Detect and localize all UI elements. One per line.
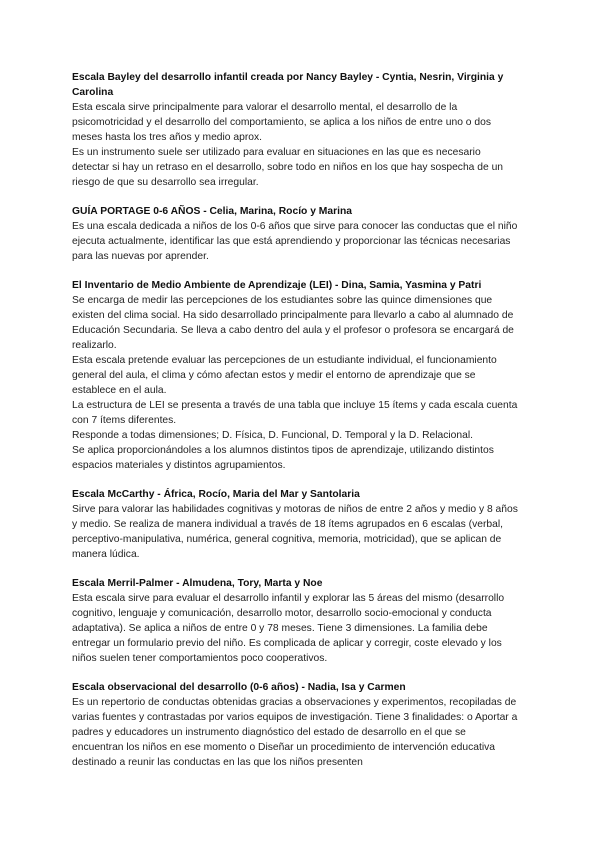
- section-paragraph: Se aplica proporcionándoles a los alumnos distintos tipos de aprendizaje, utilizando distintos espacios materiales y distintos agrupamientos.: [72, 445, 494, 471]
- section-title: Escala McCarthy - África, Rocío, Maria del Mar y Santolaria: [72, 489, 360, 500]
- section-paragraph: Esta escala sirve principalmente para valorar el desarrollo mental, el desarrollo de la psicomotricidad y el desarrollo del comportamiento, se aplica a los niños de entre uno o dos meses hasta los tres años y medio aprox.: [72, 102, 491, 143]
- section-paragraph: Es una escala dedicada a niños de los 0-6 años que sirve para conocer las conductas que el niño ejecuta actualmente, identificar las que está aprendiendo y proporcionar las técnicas necesarias para las nuevas por aprender.: [72, 221, 518, 262]
- section-portage: [72, 204, 520, 264]
- section-mccarthy: [72, 487, 520, 562]
- section-title: Escala Merril-Palmer - Almudena, Tory, Marta y Noe: [72, 578, 323, 589]
- section-paragraph: Sirve para valorar las habilidades cognitivas y motoras de niños de entre 2 años y medio y 8 años y medio. Se realiza de manera individual a través de 18 ítems agrupados en 6 escalas (verbal, perceptivo-manipulativa, numérica, general cognitiva, memoria, motricidad), que se aplican de manera lúdica.: [72, 504, 518, 560]
- section-paragraph: Responde a todas dimensiones; D. Física, D. Funcional, D. Temporal y la D. Relacional.: [72, 430, 474, 441]
- section-paragraph: Esta escala sirve para evaluar el desarrollo infantil y explorar las 5 áreas del mismo (desarrollo cognitivo, lenguaje y comunicación, desarrollo motor, desarrollo socio-emocional y conducta adaptativa). Se aplica a niños de entre 0 y 78 meses. Tiene 3 dimensiones. La familia debe entregar un formulario previo del niño. Es complicada de aplicar y corregir, coste elevado y los niños suelen tener comportamientos poco cooperativos.: [72, 593, 505, 664]
- section-title: Escala Bayley del desarrollo infantil creada por Nancy Bayley - Cyntia, Nesrin, Virginia y Carolina: [72, 72, 504, 98]
- section-title: GUÍA PORTAGE 0-6 AÑOS - Celia, Marina, Rocío y Marina: [72, 206, 352, 217]
- section-observacional: [72, 680, 520, 770]
- section-paragraph: Se encarga de medir las percepciones de los estudiantes sobre las quince dimensiones que existen del clima social. Ha sido desarrollado principalmente para llevarlo a cabo al alumnado de Educación Secundaria. Se lleva a cabo dentro del aula y el profesor o profesora se encargará de realizarlo.: [72, 295, 514, 351]
- section-lei: [72, 278, 520, 473]
- section-paragraph: Esta escala pretende evaluar las percepciones de un estudiante individual, el funcionamiento general del aula, el clima y cómo afectan estos y medir el entorno de aprendizaje que se establece en el aula.: [72, 355, 497, 396]
- section-paragraph: Es un repertorio de conductas obtenidas gracias a observaciones y experimentos, recopiladas de varias fuentes y contrastadas por varios equipos de investigación. Tiene 3 finalidades: o Aportar a padres y educadores un instrumento diagnóstico del estado de desarrollo en el que se encuentran los niños en ese momento o Diseñar un procedimiento de intervención educativa destinado a reunir las conductas en las que los niños presenten: [72, 697, 518, 768]
- section-title: El Inventario de Medio Ambiente de Aprendizaje (LEI) - Dina, Samia, Yasmina y Patri: [72, 280, 482, 291]
- section-paragraph: Es un instrumento suele ser utilizado para evaluar en situaciones en las que es necesario detectar si hay un retraso en el desarrollo, sobre todo en niños en los que hay sospecha de un riesgo de que su desarrollo sea irregular.: [72, 147, 504, 188]
- section-paragraph: La estructura de LEI se presenta a través de una tabla que incluye 15 ítems y cada escala cuenta con 7 ítems diferentes.: [72, 400, 518, 426]
- section-title: Escala observacional del desarrollo (0-6 años) - Nadia, Isa y Carmen: [72, 682, 406, 693]
- section-bayley: [72, 70, 520, 190]
- section-merril-palmer: [72, 576, 520, 666]
